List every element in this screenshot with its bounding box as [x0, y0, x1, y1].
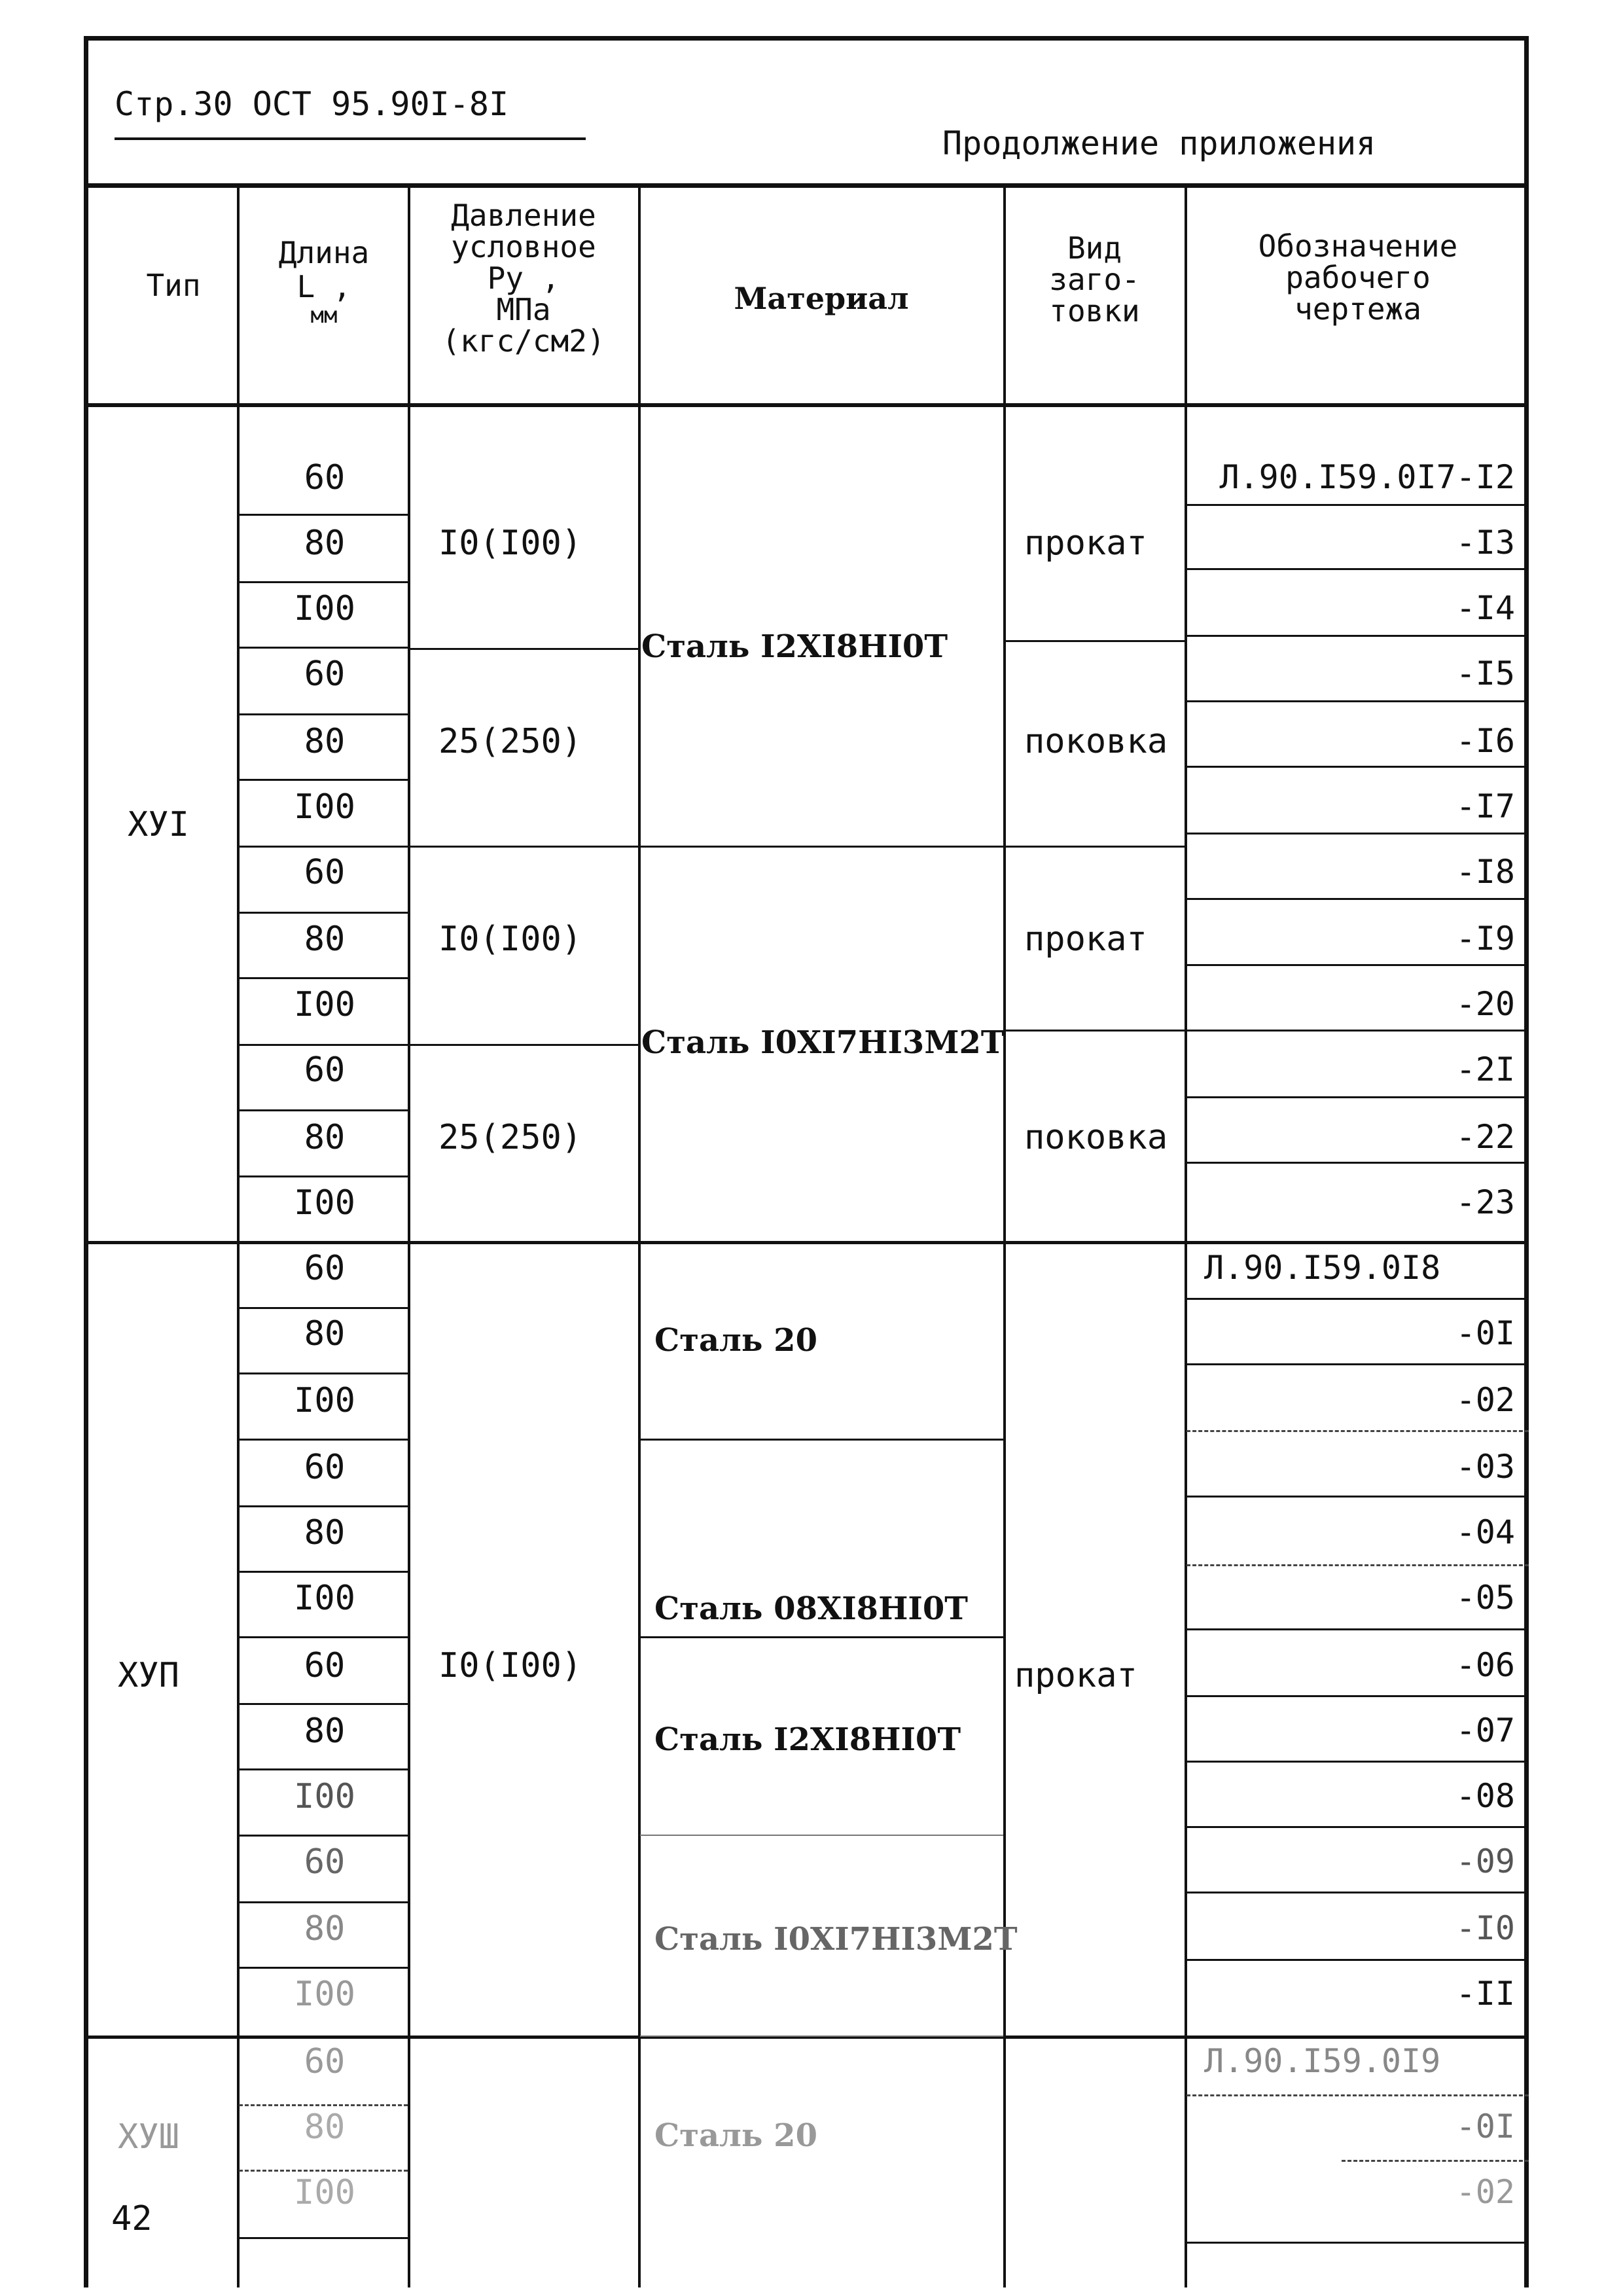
- col-header-length-3: мм: [310, 302, 338, 329]
- designation-divider: [1186, 635, 1529, 637]
- col-header-pressure-5: (кгс/см2): [442, 323, 605, 359]
- length-cell: I00: [294, 2173, 355, 2212]
- designation-cell: -02: [1455, 2173, 1515, 2211]
- designation-cell: -04: [1455, 1513, 1515, 1551]
- length-row-divider: [239, 1372, 408, 1374]
- blank-cell: поковка: [1024, 1118, 1168, 1157]
- length-row-divider: [239, 1636, 408, 1638]
- length-cell: I00: [294, 589, 355, 628]
- length-row-divider: [239, 1768, 408, 1770]
- designation-cell: -I0: [1455, 1909, 1515, 1947]
- length-cell: I00: [294, 1381, 355, 1420]
- designation-divider: [1186, 1959, 1529, 1961]
- col-divider-1: [237, 185, 240, 2287]
- length-cell: I00: [294, 985, 355, 1024]
- designation-cell: -22: [1455, 1118, 1515, 1156]
- length-cell: 60: [304, 655, 346, 694]
- length-cell: 60: [304, 1646, 346, 1685]
- material-cell: Сталь 20: [654, 1322, 817, 1359]
- designation-divider: [1186, 2242, 1529, 2244]
- designation-divider: [1186, 1096, 1529, 1098]
- col-header-pressure-1: Давление: [451, 198, 596, 233]
- pressure-divider: [409, 1044, 638, 1046]
- length-cell: 60: [304, 1249, 346, 1288]
- length-cell: I00: [294, 1579, 355, 1618]
- length-cell: 80: [304, 1513, 346, 1552]
- designation-divider: [1186, 1430, 1529, 1432]
- length-row-divider: [239, 779, 408, 781]
- length-cell: I00: [294, 1183, 355, 1223]
- blank-cell: прокат: [1014, 1656, 1137, 1695]
- designation-cell: -I8: [1455, 853, 1515, 891]
- material-divider: [640, 1636, 1003, 1638]
- col-header-blank-1: Вид: [1067, 230, 1122, 266]
- length-row-divider: [239, 2237, 408, 2239]
- designation-cell: -2I: [1455, 1050, 1515, 1088]
- material-divider: [640, 2036, 1003, 2037]
- length-row-divider: [239, 514, 408, 516]
- length-row-divider: [239, 1901, 408, 1903]
- designation-cell: -08: [1455, 1777, 1515, 1815]
- length-row-divider: [239, 1505, 408, 1507]
- length-row-divider: [239, 581, 408, 583]
- length-row-divider: [239, 1835, 408, 1837]
- length-cell: 80: [304, 1314, 346, 1354]
- material-divider: [640, 1439, 1003, 1441]
- material-divider: [640, 846, 1003, 848]
- blank-cell: прокат: [1024, 920, 1147, 959]
- col-header-length-2: L ,: [296, 269, 351, 304]
- continuation-label: Продолжение приложения: [942, 124, 1376, 162]
- designation-cell: -0I: [1455, 2108, 1515, 2145]
- header-bottom-border: [84, 403, 1529, 407]
- length-row-divider: [239, 647, 408, 649]
- pressure-cell: 25(250): [438, 722, 582, 761]
- blank-divider: [1005, 846, 1185, 848]
- col-header-drawing-1: Обозначение: [1258, 228, 1458, 264]
- col-header-material: Материал: [734, 281, 909, 316]
- length-cell: 80: [304, 524, 346, 563]
- length-cell: 80: [304, 1909, 346, 1948]
- type-label-18: ХУШ: [118, 2117, 179, 2157]
- designation-cell: Л.90.I59.0I9: [1204, 2042, 1441, 2080]
- page-reference: Стр.30 ОСТ 95.90I-8I: [115, 85, 509, 123]
- designation-cell: -23: [1455, 1183, 1515, 1221]
- designation-cell: -I3: [1455, 524, 1515, 562]
- length-cell: 60: [304, 2042, 346, 2081]
- material-cell: Сталь 08XI8HI0T: [654, 1590, 968, 1627]
- designation-cell: -07: [1455, 1712, 1515, 1749]
- pressure-cell: I0(I00): [438, 524, 582, 563]
- col-header-type: Тип: [146, 268, 201, 303]
- material-divider: [640, 1835, 1003, 1836]
- pressure-cell: I0(I00): [438, 1646, 582, 1685]
- group-separator-1: [84, 1241, 1529, 1244]
- blank-cell: поковка: [1024, 722, 1168, 761]
- col-header-length: [242, 236, 406, 327]
- col-header-drawing: [1188, 230, 1528, 325]
- designation-divider: [1186, 833, 1529, 834]
- designation-divider: [1186, 898, 1529, 900]
- col-divider-5: [1185, 185, 1187, 2287]
- blank-divider: [1005, 1030, 1185, 1031]
- length-row-divider: [239, 1109, 408, 1111]
- length-row-divider: [239, 1571, 408, 1573]
- length-row-divider: [239, 912, 408, 914]
- col-divider-2: [408, 185, 410, 2287]
- designation-divider: [1186, 1695, 1529, 1697]
- material-cell: Сталь I2XI8HI0T: [641, 628, 948, 665]
- length-cell: 60: [304, 853, 346, 892]
- designation-cell: -20: [1455, 985, 1515, 1023]
- designation-divider: [1186, 964, 1529, 966]
- pressure-cell: I0(I00): [438, 920, 582, 959]
- designation-cell: -II: [1455, 1975, 1515, 2013]
- col-header-pressure: [412, 200, 635, 357]
- material-cell: Сталь I2XI8HI0T: [654, 1721, 961, 1758]
- length-row-divider: [239, 977, 408, 979]
- designation-cell: -03: [1455, 1448, 1515, 1486]
- material-cell: Сталь 20: [654, 2117, 817, 2154]
- length-row-divider: [239, 1175, 408, 1177]
- length-row-divider: [239, 1967, 408, 1969]
- length-row-divider: [239, 2104, 408, 2106]
- col-header-length-1: Длина: [278, 235, 370, 270]
- designation-divider: [1186, 766, 1529, 768]
- designation-cell: -09: [1455, 1842, 1515, 1880]
- designation-divider: [1186, 1826, 1529, 1828]
- col-header-drawing-2: рабочего: [1285, 260, 1431, 295]
- length-cell: 60: [304, 1050, 346, 1090]
- designation-cell: -02: [1455, 1381, 1515, 1419]
- length-row-divider: [239, 846, 408, 848]
- col-header-blank-3: товки: [1049, 293, 1140, 329]
- col-header-pressure-4: МПа: [496, 292, 551, 327]
- length-cell: 80: [304, 722, 346, 761]
- designation-cell: -0I: [1455, 1314, 1515, 1352]
- header-top-border: [84, 183, 1529, 188]
- material-cell: Сталь I0XI7HI3M2T: [641, 1024, 1005, 1061]
- designation-cell: Л.90.I59.0I8: [1204, 1249, 1441, 1287]
- length-cell: 80: [304, 1712, 346, 1751]
- designation-cell: -I6: [1455, 722, 1515, 760]
- length-row-divider: [239, 713, 408, 715]
- length-cell: 80: [304, 1118, 346, 1157]
- length-cell: 80: [304, 2108, 346, 2147]
- designation-divider: [1186, 1761, 1529, 1763]
- type-label-16: ХУI: [128, 805, 189, 844]
- designation-divider: [1186, 504, 1529, 506]
- designation-divider: [1186, 700, 1529, 702]
- col-divider-3: [638, 185, 641, 2287]
- designation-cell: -I7: [1455, 787, 1515, 825]
- designation-cell: -I9: [1455, 920, 1515, 958]
- length-cell: I00: [294, 1777, 355, 1816]
- designation-divider: [1186, 568, 1529, 570]
- page-number: 42: [111, 2199, 152, 2238]
- type-label-17: ХУП: [118, 1656, 179, 1695]
- length-cell: 60: [304, 1448, 346, 1487]
- col-header-drawing-3: чертежа: [1294, 291, 1421, 327]
- blank-divider: [1005, 640, 1185, 642]
- designation-cell: -I5: [1455, 655, 1515, 692]
- material-cell: Сталь I0XI7HI3M2T: [654, 1921, 1018, 1958]
- designation-cell: -I4: [1455, 589, 1515, 627]
- length-cell: I00: [294, 1975, 355, 2014]
- pressure-cell: 25(250): [438, 1118, 582, 1157]
- length-row-divider: [239, 1439, 408, 1441]
- col-header-pressure-2: условное: [451, 229, 596, 264]
- length-cell: 60: [304, 1842, 346, 1882]
- length-row-divider: [239, 1703, 408, 1705]
- designation-divider: [1342, 2160, 1529, 2162]
- designation-divider: [1186, 1564, 1529, 1566]
- designation-cell: -06: [1455, 1646, 1515, 1684]
- designation-divider: [1186, 1298, 1529, 1300]
- length-cell: 80: [304, 920, 346, 959]
- designation-cell: -05: [1455, 1579, 1515, 1617]
- col-header-blank: [1008, 232, 1181, 327]
- blank-cell: прокат: [1024, 524, 1147, 563]
- col-header-pressure-3: Py ,: [487, 260, 560, 296]
- designation-divider: [1186, 2094, 1529, 2096]
- designation-cell: Л.90.I59.0I7-I2: [1219, 458, 1515, 496]
- pressure-divider: [409, 846, 638, 848]
- designation-divider: [1186, 1496, 1529, 1498]
- designation-divider: [1186, 1363, 1529, 1365]
- designation-divider: [1186, 1628, 1529, 1630]
- length-row-divider: [239, 2170, 408, 2172]
- col-divider-4: [1003, 185, 1006, 2287]
- designation-divider: [1186, 1030, 1529, 1031]
- pressure-divider: [409, 648, 638, 650]
- designation-divider: [1186, 1162, 1529, 1164]
- designation-divider: [1186, 1892, 1529, 1893]
- length-row-divider: [239, 1307, 408, 1309]
- page-reference-underline: [115, 137, 586, 140]
- length-cell: 60: [304, 458, 346, 497]
- length-row-divider: [239, 1044, 408, 1046]
- col-header-blank-2: заго-: [1049, 262, 1140, 297]
- length-cell: I00: [294, 787, 355, 827]
